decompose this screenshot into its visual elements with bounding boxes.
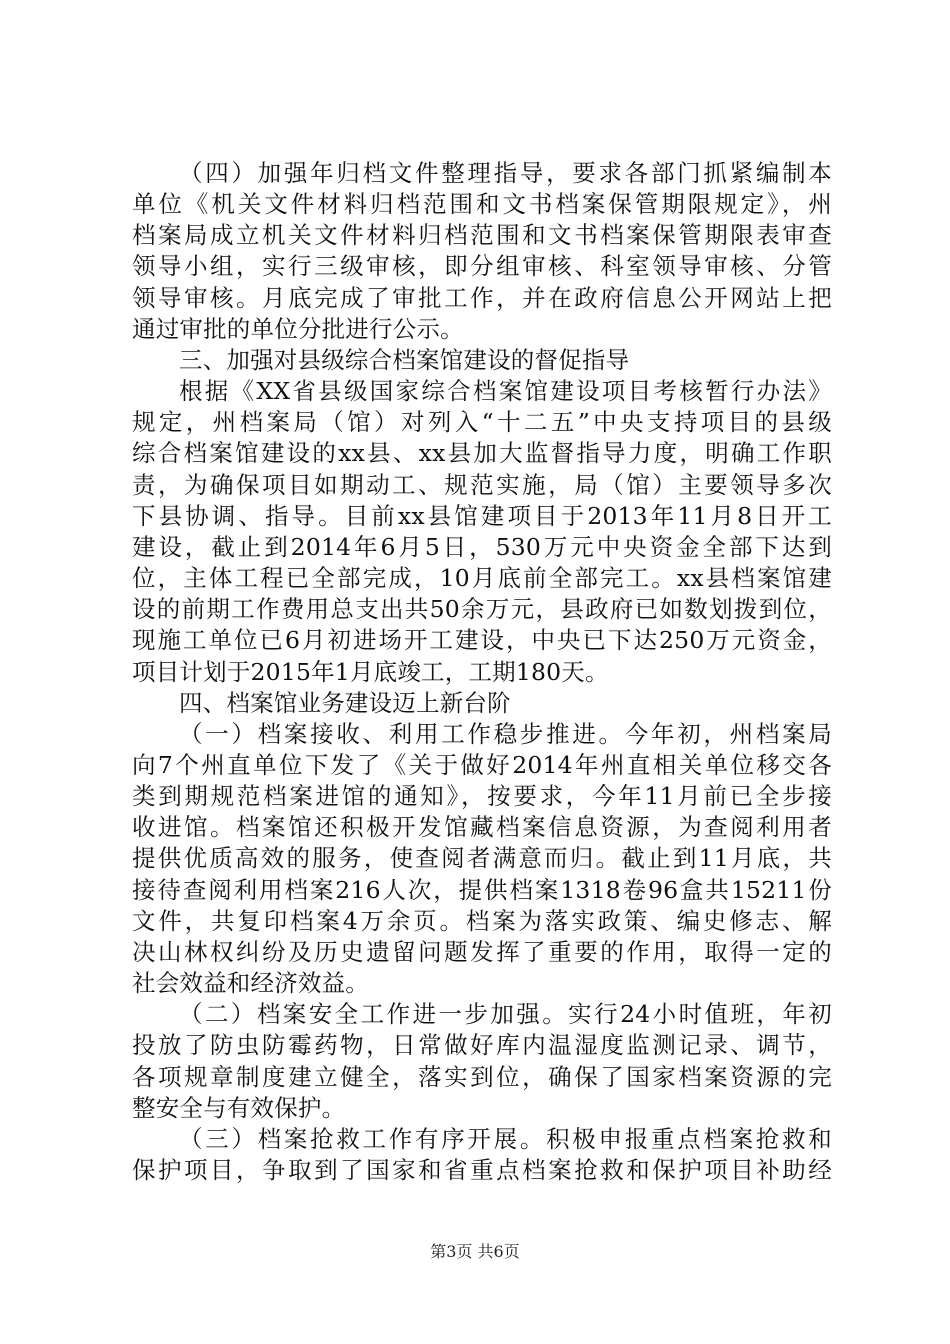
text-line: 四、档案馆业务建设迈上新台阶 xyxy=(179,689,511,717)
text-line: 位，主体工程已全部完成，10月底前全部完工。xx县档案馆建 xyxy=(132,564,832,592)
text-line: 规定，州档案局（馆）对列入“十二五”中央支持项目的县级 xyxy=(132,408,832,436)
text-line: 决山林权纠纷及历史遗留问题发挥了重要的作用，取得一定的 xyxy=(132,938,832,966)
text-line: 收进馆。档案馆还积极开发馆藏档案信息资源，为查阅利用者 xyxy=(132,813,832,841)
text-line: 保护项目，争取到了国家和省重点档案抢救和保护项目补助经 xyxy=(132,1156,832,1184)
text-line: 提供优质高效的服务，使查阅者满意而归。截止到11月底，共 xyxy=(132,844,832,872)
text-line: 根据《XX省县级国家综合档案馆建设项目考核暂行办法》 xyxy=(179,377,832,405)
text-line: 档案局成立机关文件材料归档范围和文书档案保管期限表审查 xyxy=(132,221,832,249)
text-line: 下县协调、指导。目前xx县馆建项目于2013年11月8日开工 xyxy=(132,502,832,530)
text-line: 各项规章制度建立健全，落实到位，确保了国家档案资源的完 xyxy=(132,1063,832,1091)
text-line: 责，为确保项目如期动工、规范实施，局（馆）主要领导多次 xyxy=(132,471,832,499)
text-line: （三）档案抢救工作有序开展。积极申报重点档案抢救和 xyxy=(179,1125,832,1153)
text-line: 向7个州直单位下发了《关于做好2014年州直相关单位移交各 xyxy=(132,751,832,779)
text-line: 领导小组，实行三级审核，即分组审核、科室领导审核、分管 xyxy=(132,252,832,280)
text-line: 整安全与有效保护。 xyxy=(132,1094,346,1122)
text-line: （四）加强年归档文件整理指导，要求各部门抓紧编制本 xyxy=(179,159,832,187)
text-line: 投放了防虫防霉药物，日常做好库内温湿度监测记录、调节， xyxy=(132,1031,832,1059)
text-line: （二）档案安全工作进一步加强。实行24小时值班，年初 xyxy=(179,1000,832,1028)
text-line: 单位《机关文件材料归档范围和文书档案保管期限规定》，州 xyxy=(132,190,832,218)
text-line: 社会效益和经济效益。 xyxy=(132,969,369,997)
text-line: 建设，截止到2014年6月5日，530万元中央资金全部下达到 xyxy=(132,533,832,561)
page-footer: 第3页 共6页 xyxy=(430,1242,520,1261)
text-line: 接待查阅利用档案216人次，提供档案1318卷96盒共15211份 xyxy=(132,876,832,904)
text-line: 类到期规范档案进馆的通知》，按要求，今年11月前已全步接 xyxy=(132,782,832,810)
text-line: 综合档案馆建设的xx县、xx县加大监督指导力度，明确工作职 xyxy=(132,439,832,467)
text-line: 三、加强对县级综合档案馆建设的督促指导 xyxy=(179,346,630,374)
text-line: 领导审核。月底完成了审批工作，并在政府信息公开网站上把 xyxy=(132,284,832,312)
text-line: 现施工单位已6月初进场开工建设，中央已下达250万元资金， xyxy=(132,626,832,654)
text-line: 通过审批的单位分批进行公示。 xyxy=(132,315,464,343)
text-line: 设的前期工作费用总支出共50余万元，县政府已如数划拨到位， xyxy=(132,595,832,623)
text-line: （一）档案接收、利用工作稳步推进。今年初，州档案局 xyxy=(179,720,832,748)
text-line: 项目计划于2015年1月底竣工，工期180天。 xyxy=(132,658,609,686)
text-line: 文件，共复印档案4万余页。档案为落实政策、编史修志、解 xyxy=(132,907,832,935)
